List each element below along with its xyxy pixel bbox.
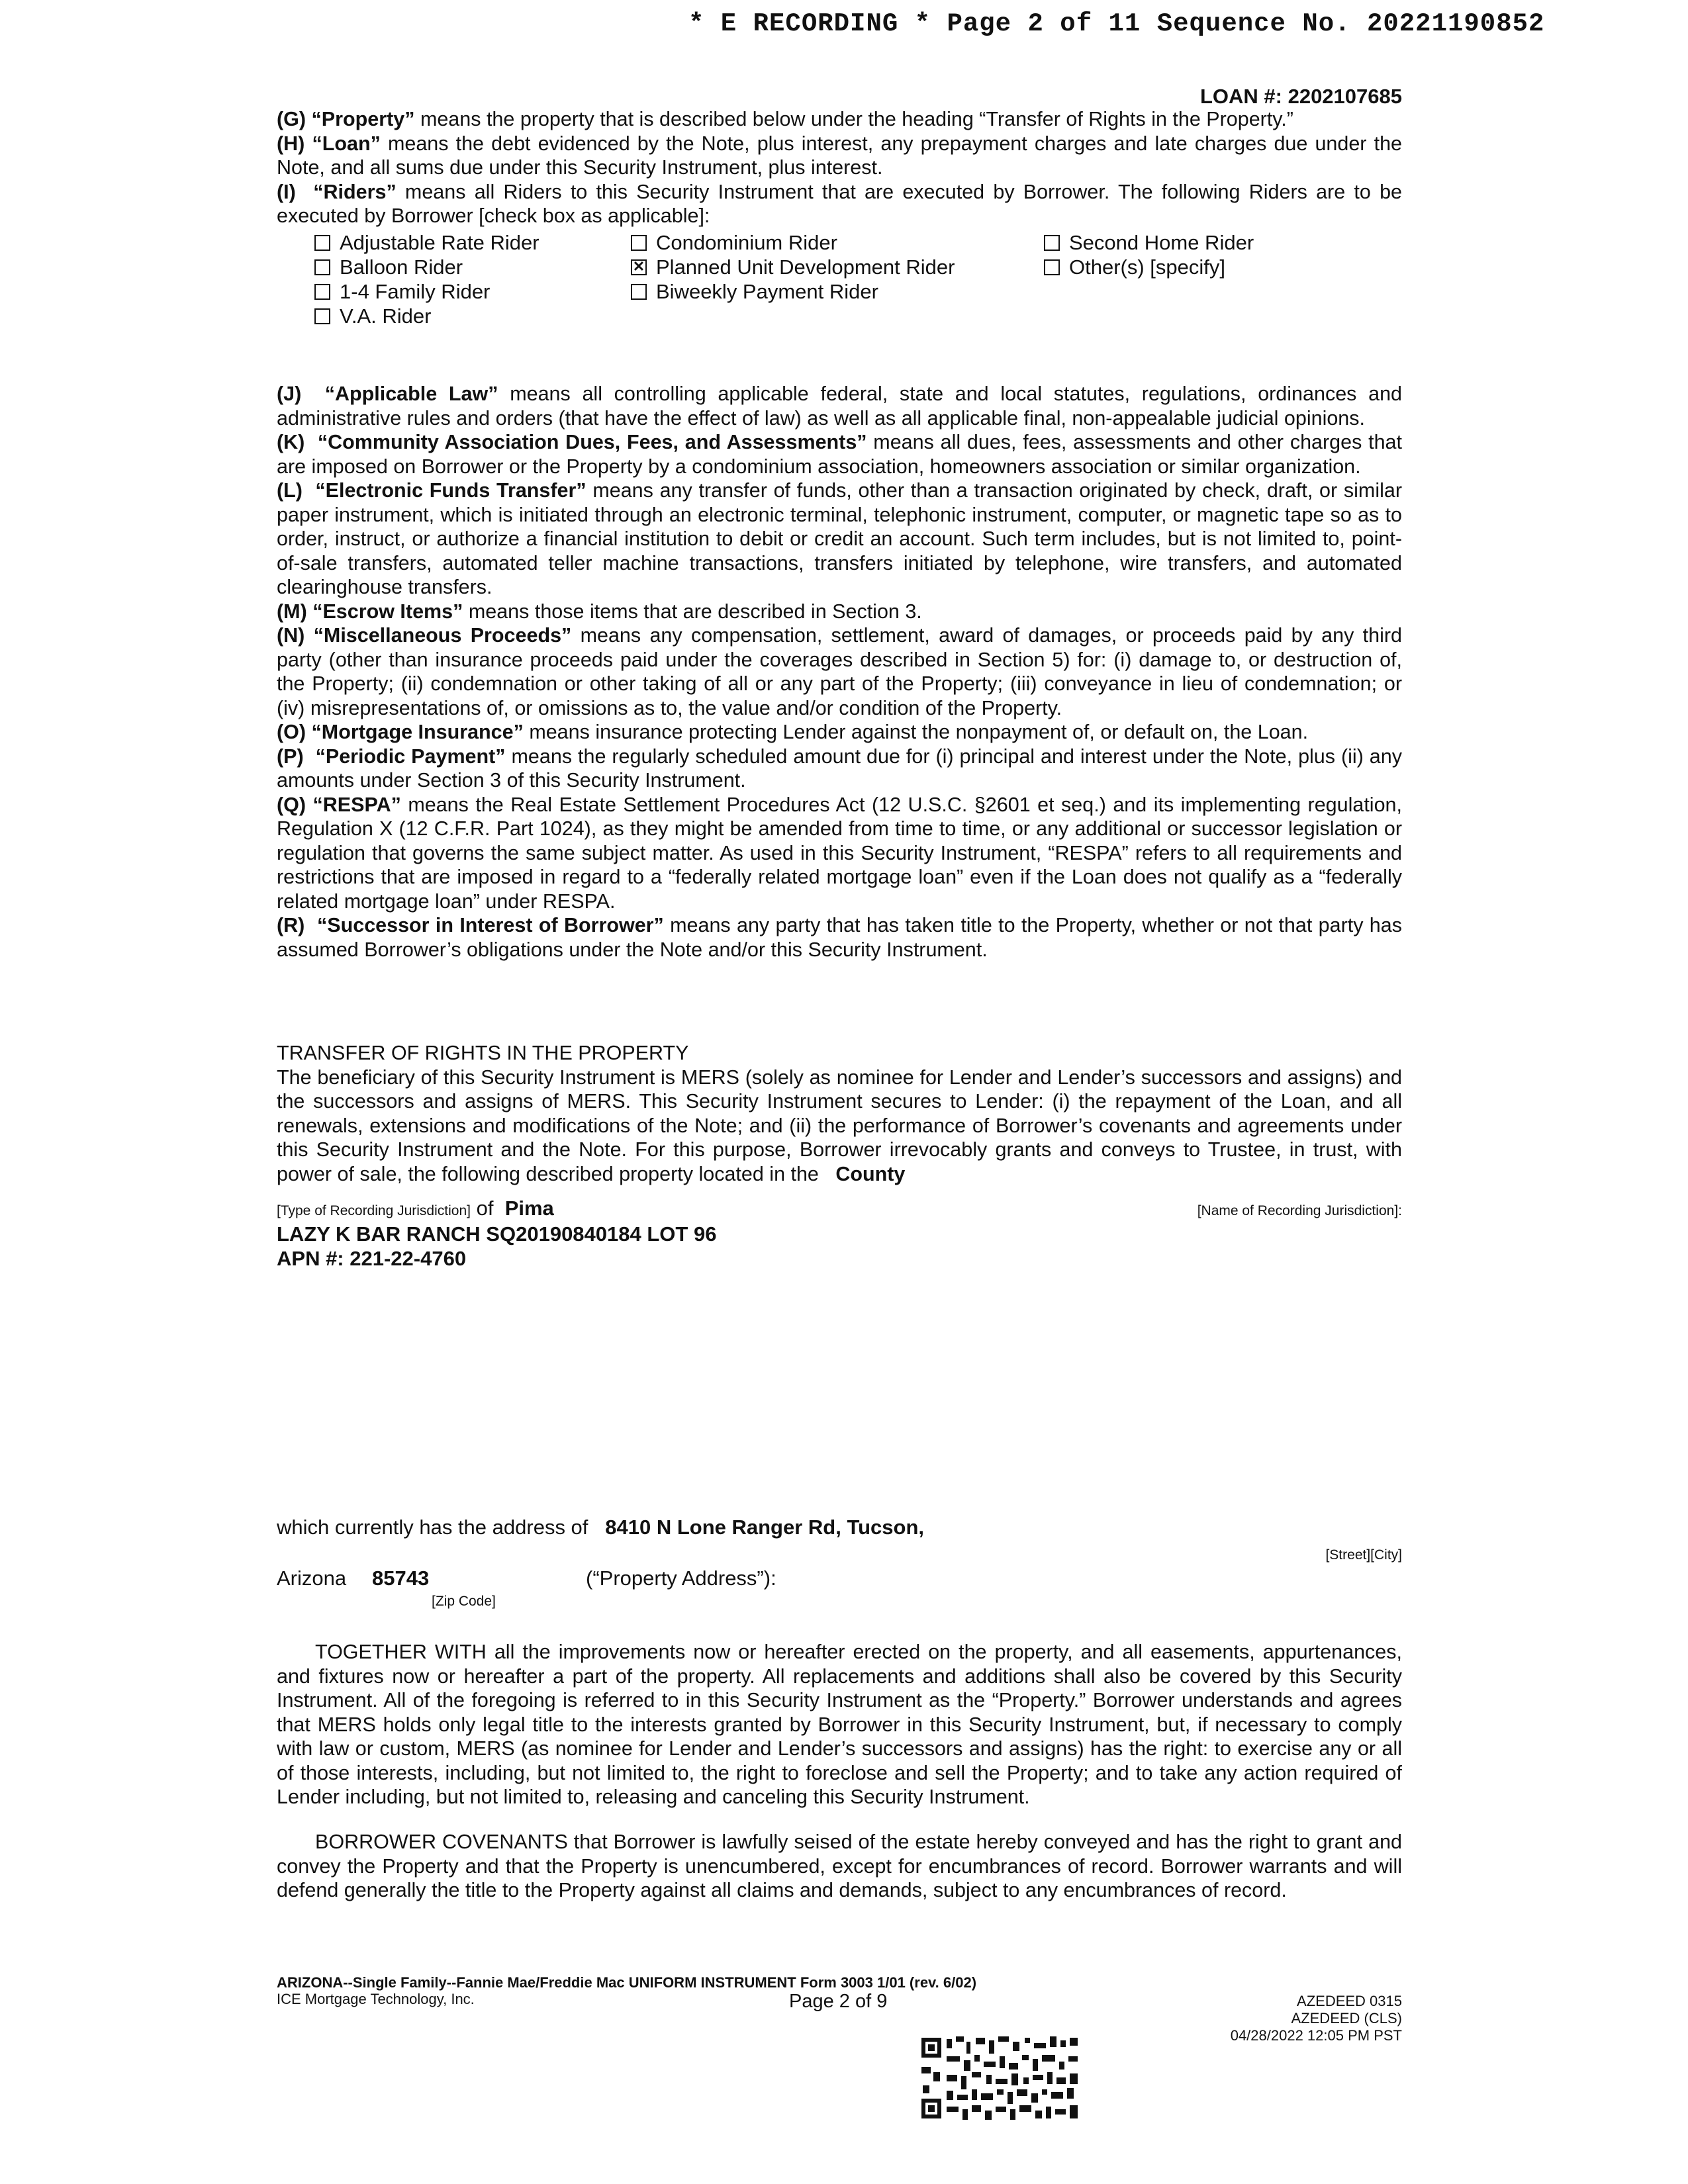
rider-other[interactable]: Other(s) [specify] xyxy=(1044,255,1225,279)
transfer-of-rights xyxy=(277,1041,1402,1186)
of-word: of xyxy=(476,1197,494,1220)
jurisdiction-name: Pima xyxy=(504,1197,554,1220)
definition-r: (R) “Successor in Interest of Borrower” means any party that has taken title to the Property, whether or not that party has assumed Borrower’s obligations under the Note and/or this Security Instrument. xyxy=(277,914,1402,961)
form-title: ARIZONA--Single Family--Fannie Mae/Freddie Mac UNIFORM INSTRUMENT Form 3003 1/01 (rev. 6/02) xyxy=(277,1974,977,1991)
street-city: 8410 N Lone Ranger Rd, Tucson, xyxy=(605,1516,924,1539)
checkbox-checked[interactable]: ✕ xyxy=(631,259,647,275)
rider-biweekly-payment[interactable]: Biweekly Payment Rider xyxy=(631,279,878,304)
borrower-covenants: BORROWER COVENANTS that Borrower is lawfully seised of the estate hereby conveyed and has the right to grant and convey the Property and that the Property is unencumbered, except for encumbrances of record. Borrower warrants and will defend generally the title to the Property against all claims and demands, subject to any encumbrances of record. xyxy=(277,1831,1402,1901)
rider-condominium[interactable]: Condominium Rider xyxy=(631,230,837,255)
jurisdiction-line xyxy=(277,1197,554,1220)
timestamp: 04/28/2022 12:05 PM PST xyxy=(1230,2027,1402,2044)
legal-description: LAZY K BAR RANCH SQ20190840184 LOT 96 xyxy=(277,1222,717,1246)
zip-label: [Zip Code] xyxy=(432,1594,496,1609)
definition-m: (M) “Escrow Items” means those items that are described in Section 3. xyxy=(277,600,922,623)
property-address-label: (“Property Address”): xyxy=(586,1567,776,1590)
definition-l: (L) “Electronic Funds Transfer” means any transfer of funds, other than a transaction originated by check, draft, or similar paper instrument, which is initiated through an electronic terminal, telephonic instrument, computer, or magnetic tape so as to order, instruct, or authorize a financial institution to debit or credit an account. Such term includes, but is not limited to, point-of-sale transfers, automated teller machine transactions, transfers initiated by telephone, wire transfers, and automated clearinghouse transfers. xyxy=(277,479,1402,598)
rider-va[interactable]: V.A. Rider xyxy=(314,304,431,328)
definition-k: (K) “Community Association Dues, Fees, and Assessments” means all dues, fees, assessments and other charges that are imposed on Borrower or the Property by a condominium association, homeowners association or similar organization. xyxy=(277,431,1402,478)
term-riders: “Riders” xyxy=(313,180,397,203)
transfer-heading: TRANSFER OF RIGHTS IN THE PROPERTY xyxy=(277,1042,689,1064)
street-city-label: [Street][City] xyxy=(1325,1547,1402,1563)
name-label: [Name of Recording Jurisdiction]: xyxy=(1197,1203,1402,1218)
term-property: “Property” xyxy=(311,108,415,130)
barcode-icon xyxy=(920,2035,1079,2121)
form-code-1: AZEDEED 0315 xyxy=(1297,1993,1402,2009)
type-label: [Type of Recording Jurisdiction] xyxy=(277,1203,471,1218)
checkbox[interactable] xyxy=(314,284,330,300)
form-codes xyxy=(1231,1993,1402,2044)
definition-h: (H) “Loan” means the debt evidenced by the Note, plus interest, any prepayment charges and late charges due under the Note, and all sums due under this Security Instrument, plus interest. xyxy=(277,132,1402,179)
page-number: Page 2 of 9 xyxy=(789,1991,888,2012)
rider-second-home[interactable]: Second Home Rider xyxy=(1044,230,1254,255)
checkbox[interactable] xyxy=(1044,235,1060,251)
recording-header: * E RECORDING * Page 2 of 11 Sequence No. 20221190852 xyxy=(688,9,1545,38)
rider-adjustable-rate[interactable]: Adjustable Rate Rider xyxy=(314,230,539,255)
apn-number: APN #: 221-22-4760 xyxy=(277,1247,467,1270)
transfer-text: The beneficiary of this Security Instrument is MERS (solely as nominee for Lender and Lender’s successors and assigns) and the successors and assigns of MERS. This Security Instrument secures to Lender: (i) the repayment of the Loan, and all renewals, extensions and modifications of the Note; and (ii) the performance of Borrower’s covenants and agreements under this Security Instrument and the Note. For this purpose, Borrower irrevocably grants and conveys to Trustee, in trust, with power of sale, the following described property located in the County xyxy=(277,1066,1402,1185)
definition-p: (P) “Periodic Payment” means the regularly scheduled amount due for (i) principal and interest under the Note, plus (ii) any amounts under Section 3 of this Security Instrument. xyxy=(277,745,1402,792)
zip-code: 85743 xyxy=(372,1567,430,1590)
checkbox[interactable] xyxy=(1044,259,1060,275)
company-name: ICE Mortgage Technology, Inc. xyxy=(277,1991,475,2007)
checkbox[interactable] xyxy=(314,259,330,275)
definition-n: (N) “Miscellaneous Proceeds” means any compensation, settlement, award of damages, or proceeds paid by any third party (other than insurance proceeds paid under the coverages described in Section 5) for: (i) damage to, or destruction of, the Property; (ii) condemnation or other taking of all or any part of the Property; (iii) conveyance in lieu of condemnation; or (iv) misrepresentations of, or omissions as to, the value and/or condition of the Property. xyxy=(277,624,1402,719)
definitions-g-i xyxy=(277,107,1402,228)
definition-g: (G) “Property” means the property that is described below under the heading “Transfer of Rights in the Property.” xyxy=(277,108,1293,130)
checkbox[interactable] xyxy=(631,284,647,300)
definition-q: (Q) “RESPA” means the Real Estate Settlement Procedures Act (12 U.S.C. §2601 et seq.) and its implementing regulation, Regulation X (12 C.F.R. Part 1024), as they might be amended from time to time, or any additional or successor legislation or regulation that governs the same subject matter. As used in this Security Instrument, “RESPA” refers to all requirements and restrictions that are imposed in regard to a “federally related mortgage loan” even if the Loan does not qualify as a “federally related mortgage loan” under RESPA. xyxy=(277,793,1402,913)
checkbox[interactable] xyxy=(314,308,330,324)
state: Arizona xyxy=(277,1567,347,1590)
loan-number: LOAN #: 2202107685 xyxy=(1199,85,1402,108)
rider-1-4-family[interactable]: 1-4 Family Rider xyxy=(314,279,490,304)
together-with: TOGETHER WITH all the improvements now or hereafter erected on the property, and all easements, appurtenances, and fixtures now or hereafter a part of the property. All replacements and additions shall also be covered by this Security Instrument. All of the foregoing is referred to in this Security Instrument as the “Property.” Borrower understands and agrees that MERS holds only legal title to the interests granted by Borrower in this Security Instrument, but, if necessary to comply with law or custom, MERS (as nominee for Lender and Lender’s successors and assigns) has the right: to exercise any or all of those interests, including, but not limited to, the right to foreclose and sell the Property; and to take any action required of Lender including, but not limited to, releasing and canceling this Security Instrument. xyxy=(277,1641,1402,1808)
form-code-2: AZEDEED (CLS) xyxy=(1291,2010,1402,2026)
address-line: which currently has the address of 8410 N Lone Ranger Rd, Tucson, xyxy=(277,1516,924,1539)
rider-planned-unit-development[interactable]: ✕ Planned Unit Development Rider xyxy=(631,255,955,279)
term-loan: “Loan” xyxy=(312,132,381,155)
jurisdiction-type: County xyxy=(835,1162,906,1185)
definition-i: (I) “Riders” means all Riders to this Security Instrument that are executed by Borrower. The following Riders are to be executed by Borrower [check box as applicable]: xyxy=(277,180,1402,227)
rider-balloon[interactable]: Balloon Rider xyxy=(314,255,463,279)
checkbox[interactable] xyxy=(314,235,330,251)
definition-o: (O) “Mortgage Insurance” means insurance protecting Lender against the nonpayment of, or default on, the Loan. xyxy=(277,721,1309,743)
definition-j: (J) “Applicable Law” means all controlling applicable federal, state and local statutes, regulations, ordinances and administrative rules and orders (that have the effect of law) as well as all applicable final, non-appealable judicial opinions. xyxy=(277,383,1403,430)
definitions-j-r xyxy=(277,382,1402,962)
checkbox[interactable] xyxy=(631,235,647,251)
